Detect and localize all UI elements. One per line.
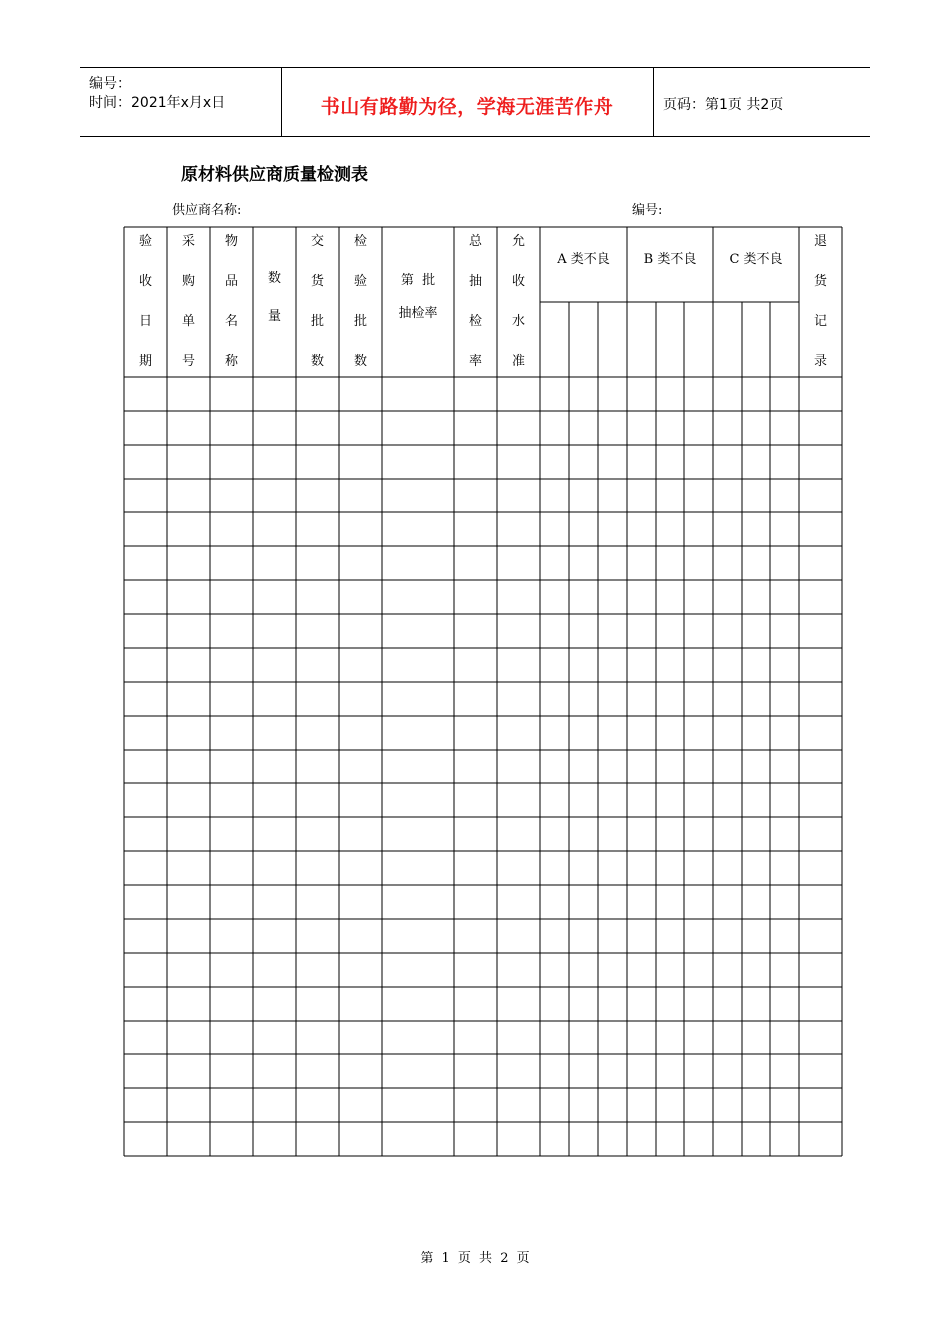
header-defect-c: C 类不良 <box>729 252 783 267</box>
header-quantity <box>253 271 296 325</box>
header-char: 允 <box>511 234 525 249</box>
supplier-name-label: 供应商名称: <box>172 203 242 218</box>
header-char: 检 <box>353 234 367 249</box>
header-return-record <box>799 234 842 370</box>
header-time: 时间：2021年x月x日 <box>89 95 226 111</box>
header-char: 抽 <box>468 274 482 289</box>
header-char: 收 <box>511 274 525 289</box>
header-defect-a: A 类不良 <box>557 252 610 267</box>
header-char: 品 <box>224 274 238 289</box>
header-char: 录 <box>813 354 827 369</box>
header-char: 货 <box>813 274 827 289</box>
header-batch-sampling-rate: 第 批 <box>400 273 436 288</box>
header-char: 号 <box>181 354 195 369</box>
header-batch-sampling-rate: 抽检率 <box>398 306 438 321</box>
header-char: 验 <box>138 234 152 249</box>
header-delivered-batches <box>296 234 339 370</box>
header-char: 日 <box>138 314 152 329</box>
header-char: 检 <box>468 314 482 329</box>
header-char: 水 <box>511 314 525 329</box>
header-char: 数 <box>353 354 367 369</box>
header-char: 退 <box>813 234 827 249</box>
header-char: 收 <box>138 274 152 289</box>
header-char: 批 <box>353 314 367 329</box>
header-char: 总 <box>468 234 482 249</box>
header-char: 交 <box>310 234 324 249</box>
header-char: 数 <box>310 354 324 369</box>
header-total-sampling-rate <box>454 234 497 370</box>
page-footer: 第 1 页 共 2 页 <box>420 1251 530 1266</box>
header-defect-b: B 类不良 <box>643 252 697 267</box>
header-char: 期 <box>138 354 152 369</box>
header-po-no <box>167 234 210 370</box>
header-item-name <box>210 234 253 370</box>
header-char: 称 <box>224 354 238 369</box>
header-char: 数 <box>267 271 281 286</box>
header-page-number: 页码：第1页 共2页 <box>663 97 784 113</box>
form-doc-no-label: 编号: <box>632 203 663 218</box>
header-char: 记 <box>813 314 827 329</box>
header-char: 准 <box>511 354 525 369</box>
header-char: 率 <box>468 354 482 369</box>
header-char: 批 <box>310 314 324 329</box>
header-inspect-date <box>124 234 167 370</box>
header-doc-no: 编号： <box>89 76 131 92</box>
header-char: 货 <box>310 274 324 289</box>
header-char: 采 <box>181 234 195 249</box>
header-char: 验 <box>353 274 367 289</box>
header-char: 量 <box>267 309 281 324</box>
header-motto: 书山有路勤为径，学海无涯苦作舟 <box>320 96 614 118</box>
header-char: 单 <box>181 314 195 329</box>
header-acceptance-level <box>497 234 540 370</box>
header-char: 物 <box>224 234 238 249</box>
header-inspected-batches <box>339 234 382 370</box>
header-char: 购 <box>181 274 195 289</box>
form-title: 原材料供应商质量检测表 <box>181 165 368 185</box>
header-char: 名 <box>224 314 238 329</box>
